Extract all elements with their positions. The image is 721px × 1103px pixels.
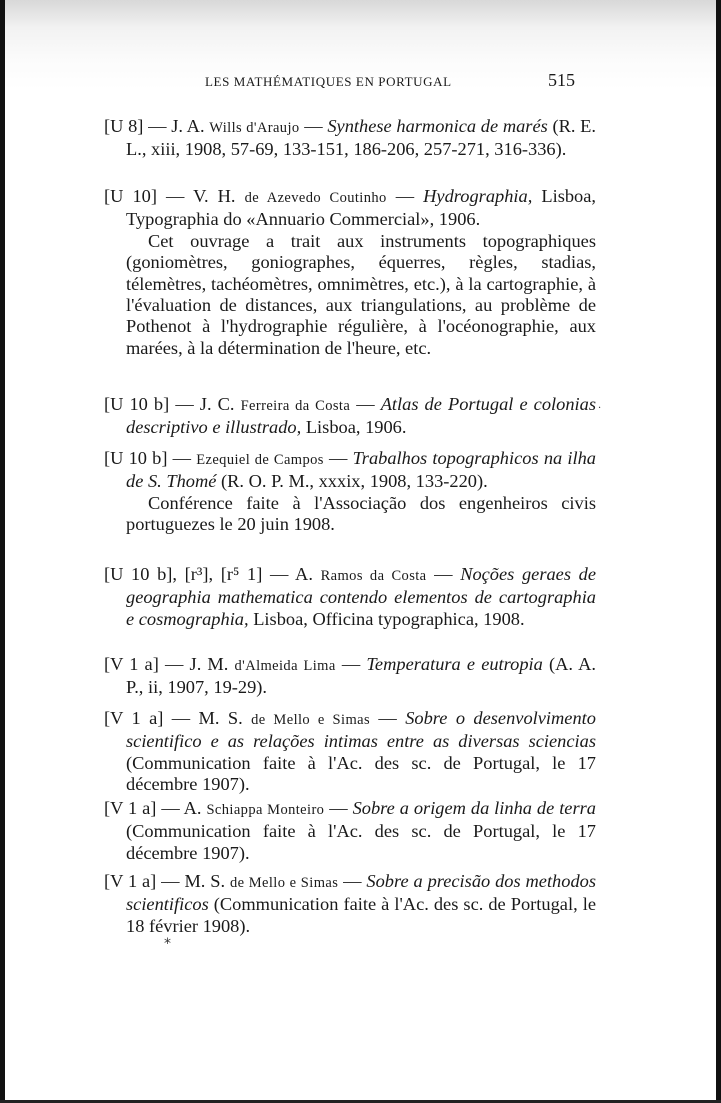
entry-code: [V 1 a] [104, 871, 157, 891]
bib-entry-u10: [U 10] — V. H. de Azevedo Coutinho — Hydrographia, Lisboa, Typographia do «Annuario Commercial», 1906. Cet ouvrage a trait aux instruments topographiques (goniomètres, goniographes, équerres, règles, stadias, télemètres, tachéomètres, omnimètres, etc.), à la cartographie, à l'évaluation de distances, aux triangulations, au problème de Pothenot à l'hydrographie régulière, à l'océonographie, aux marées, à la détermination de l'heure, etc. [104, 186, 596, 358]
entry-author: Ramos da Costa [320, 568, 427, 584]
entry-author: d'Almeida Lima [234, 658, 336, 674]
entry-note: Cet ouvrage a trait aux instruments topographiques (goniomètres, goniographes, équerres, règles, stadias, télemètres, tachéomètres, omnimètres, etc.), à la cartographie, à l'évaluation de distances, aux triangulations, au problème de Pothenot à l'hydrographie régulière, à l'océonographie, aux marées, à la détermination de l'heure, etc. [126, 230, 596, 358]
bib-entry-u10b-trabalhos: [U 10 b] — Ezequiel de Campos — Trabalhos topographicos na ilha de S. Thomé (R. O. P. M., xxxix, 1908, 133-220). Conférence faite à l'Associação dos engenheiros civis portuguezes le 20 juin 1908. [104, 448, 596, 535]
bib-entry-u10b-atlas: [U 10 b] — J. C. Ferreira da Costa — Atlas de Portugal e colonias descriptivo e illustrado, Lisboa, 1906. [104, 394, 596, 438]
entry-author: Wills d'Araujo [209, 120, 300, 136]
entry-details: Lisboa, Typographia do «Annuario Commercial», 1906. [126, 186, 596, 230]
entry-code: [V 1 a] [104, 798, 157, 818]
bib-entry-v1a-desenvolvimento: [V 1 a] — M. S. de Mello e Simas — Sobre o desenvolvimento scientifico e as relações intimas entre as diversas sciencias (Communication faite à l'Ac. des sc. de Portugal, le 17 décembre 1907). [104, 708, 596, 795]
bib-entry-u8: [U 8] — J. A. Wills d'Araujo — Synthese harmonica de marés (R. E. L., xiii, 1908, 57-69, 133-151, 186-206, 257-271, 316-336). [104, 116, 596, 160]
entry-code: [U 10 b], [r³], [r⁵ 1] [104, 564, 263, 584]
bib-entry-v1a-origem: [V 1 a] — A. Schiappa Monteiro — Sobre a origem da linha de terra (Communication faite à l'Ac. des sc. de Portugal, le 17 décembre 1907). [104, 798, 596, 863]
entry-details: Lisboa, Officina typographica, 1908. [248, 608, 525, 629]
entry-author-prefix: J. M. [189, 654, 235, 674]
entry-author-prefix: J. C. [199, 394, 241, 414]
entry-author-prefix: V. H. [193, 186, 245, 206]
entry-code: [U 10 b] [104, 394, 170, 414]
entry-code: [V 1 a] [104, 708, 164, 728]
entry-code: [U 10 b] [104, 448, 168, 468]
entry-title: Trabalhos topographicos na ilha de S. Thomé [126, 448, 596, 492]
entry-code: [U 8] [104, 116, 144, 136]
entry-details: (A. A. P., ii, 1907, 19-29). [126, 654, 596, 698]
entry-author: Schiappa Monteiro [206, 802, 325, 818]
entry-title: Sobre o desenvolvimento scientifico e as relações intimas entre as diversas sciencias [126, 708, 596, 752]
entry-title: Synthese harmonica de marés [327, 116, 548, 136]
entry-title: Hydrographia, [423, 186, 533, 206]
entry-author: Ezequiel de Campos [196, 452, 324, 468]
entry-title: Atlas de Portugal e colonias descriptivo e illustrado, [126, 394, 596, 438]
entry-details: (Communication faite à l'Ac. des sc. de Portugal, le 17 décembre 1907). [126, 821, 596, 863]
entry-details: (R. O. P. M., xxxix, 1908, 133-220). [216, 471, 488, 492]
entry-author-prefix: M. S. [184, 871, 230, 891]
footer-asterisk: * [164, 936, 171, 952]
left-scan-edge [0, 0, 5, 1103]
entry-title: Sobre a precisão dos methodos scientificos [126, 871, 596, 915]
entry-author: Ferreira da Costa [240, 398, 351, 414]
entry-author-prefix: J. A. [171, 116, 210, 136]
entry-details: (Communication faite à l'Ac. des sc. de Portugal, le 17 décembre 1907). [126, 752, 596, 795]
bib-entry-v1a-precisao: [V 1 a] — M. S. de Mello e Simas — Sobre a precisão dos methodos scientificos (Communication faite à l'Ac. des sc. de Portugal, le 18 février 1908). [104, 871, 596, 936]
entry-details: (R. E. L., xiii, 1908, 57-69, 133-151, 186-206, 257-271, 316-336). [126, 116, 596, 160]
right-scan-edge [716, 0, 721, 1103]
entry-author: de Mello e Simas [251, 712, 371, 728]
bib-entry-v1a-temperatura: [V 1 a] — J. M. d'Almeida Lima — Temperatura e eutropia (A. A. P., ii, 1907, 19-29). [104, 654, 596, 698]
entry-author: de Azevedo Coutinho [244, 190, 387, 206]
entry-author-prefix: A. [183, 798, 207, 818]
entry-author: de Mello e Simas [229, 875, 339, 891]
entry-details: Lisboa, 1906. [301, 417, 407, 438]
entry-title: Noções geraes de geographia mathematica contendo elementos de cartographia e cosmographia, [126, 564, 596, 629]
stray-ink-dot: · [598, 403, 602, 414]
entry-author-prefix: A. [295, 564, 321, 584]
entry-title: Sobre a origem da linha de terra [352, 798, 596, 818]
entry-note: Conférence faite à l'Associação dos engenheiros civis portuguezes le 20 juin 1908. [126, 492, 596, 535]
entry-code: [V 1 a] [104, 654, 159, 674]
entry-title: Temperatura e eutropia [366, 654, 543, 674]
entry-code: [U 10] [104, 186, 157, 206]
bib-entry-u10b-nocoes: [U 10 b], [r³], [r⁵ 1] — A. Ramos da Costa — Noções geraes de geographia mathematica contendo elementos de cartographia e cosmographia, Lisboa, Officina typographica, 1908. [104, 564, 596, 629]
page-number: 515 [548, 70, 575, 90]
entry-details: (Communication faite à l'Ac. des sc. de Portugal, le 18 février 1908). [126, 894, 596, 936]
entry-author-prefix: M. S. [198, 708, 252, 728]
running-head: LES MATHÉMATIQUES EN PORTUGAL [205, 74, 452, 89]
